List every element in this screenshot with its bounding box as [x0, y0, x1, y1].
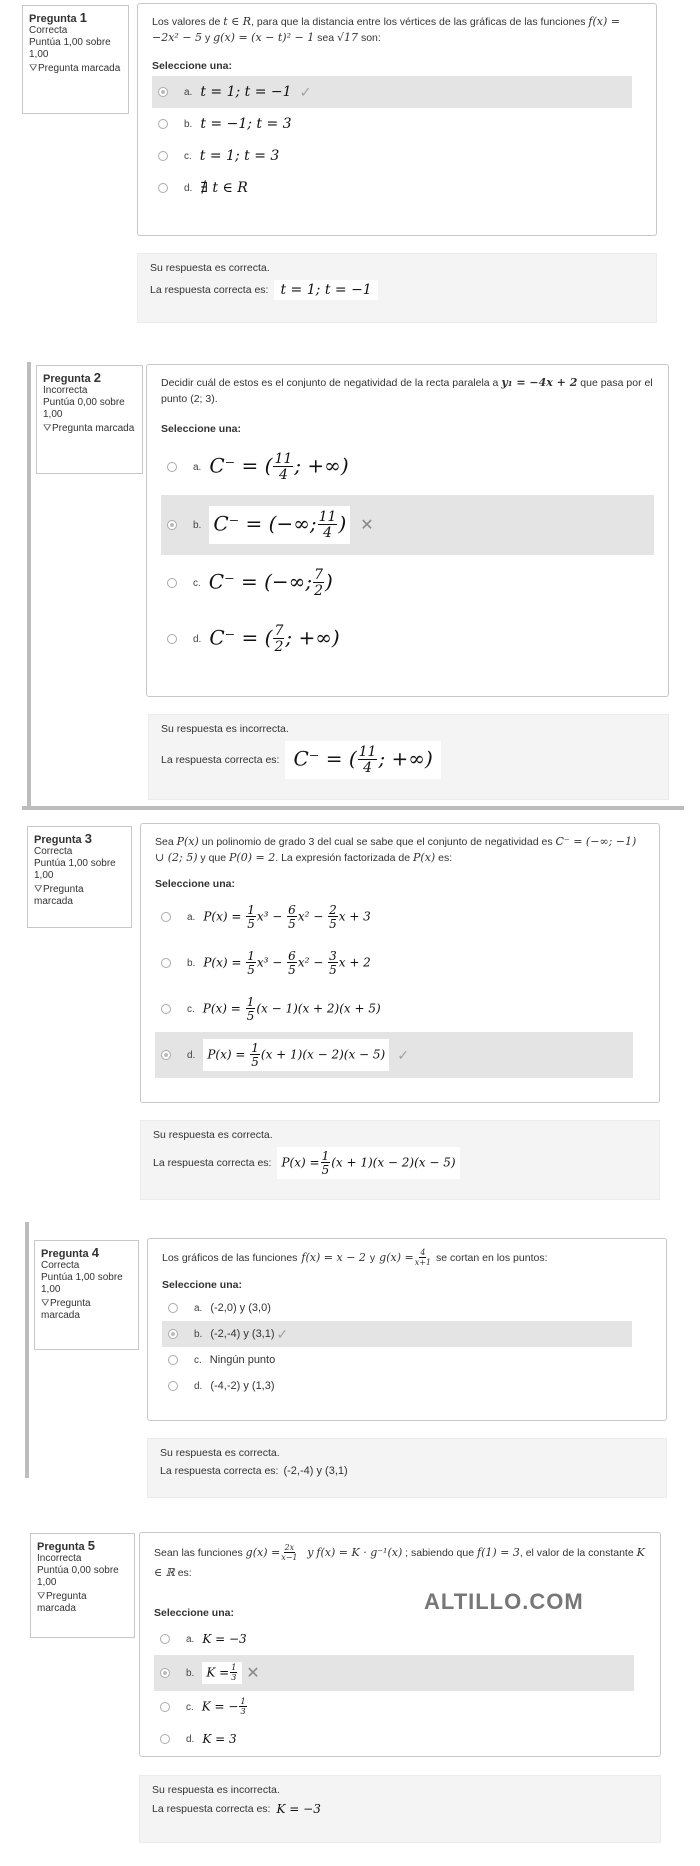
answer-option-c[interactable] [162, 1347, 652, 1373]
math-expression: t ∈ R [223, 15, 252, 28]
option-letter: b. [193, 519, 202, 531]
flag-question-link[interactable] [43, 423, 136, 435]
answer-option-c[interactable] [155, 986, 645, 1032]
radio-button[interactable] [158, 119, 168, 129]
radio-button[interactable] [160, 1634, 170, 1644]
question-text-part: un polinomio de grado 3 del cual se sabe que el conjunto de negatividad es [201, 836, 553, 848]
fraction [239, 1698, 246, 1716]
correct-answer-value: ; +∞) [378, 746, 433, 771]
feedback-box-1 [137, 253, 657, 323]
correct-answer-value: K = −3 [276, 1802, 321, 1816]
fraction [313, 568, 324, 598]
answer-option-a[interactable] [161, 439, 654, 495]
option-text: x + 3 [338, 909, 371, 924]
checkmark-icon: ✓ [397, 1046, 409, 1063]
fraction-numerator: 3 [329, 949, 337, 963]
question-text-part: Los gráficos de las funciones [162, 1252, 298, 1264]
option-letter: c. [184, 150, 192, 162]
math-expression: √17 [337, 31, 359, 44]
question-status: Incorrecta [43, 385, 88, 396]
option-text: x² − [297, 955, 324, 970]
radio-button[interactable] [158, 87, 168, 97]
option-text: (-4,-2) y (1,3) [210, 1380, 275, 1392]
question-number-value: 5 [87, 1538, 95, 1553]
option-letter: c. [187, 1003, 195, 1015]
question-title: Pregunta [37, 1541, 85, 1553]
fraction-numerator: 6 [288, 949, 296, 963]
question-info-2 [36, 365, 143, 474]
question-number [34, 833, 125, 846]
fraction [281, 1544, 297, 1562]
fraction-denominator: 4 [323, 525, 333, 541]
option-text: P(x) = [202, 1001, 241, 1016]
question-text-part: que pasa por el punto (2; 3). [161, 377, 653, 405]
radio-button[interactable] [167, 462, 177, 472]
question-text-part: es: [177, 1567, 192, 1579]
fraction-denominator: 3 [231, 1673, 237, 1682]
option-letter: a. [187, 911, 196, 923]
math-expression: g(x) = (x − t)² − 1 [213, 31, 315, 44]
question-card-4 [147, 1238, 667, 1421]
question-text-part: se cortan en los puntos: [436, 1252, 548, 1264]
correct-answer-value: (-2,-4) y (3,1) [283, 1465, 348, 1477]
question-text-part: sea [317, 32, 335, 44]
radio-button[interactable] [168, 1381, 178, 1391]
answer-option-a[interactable] [155, 894, 645, 940]
fraction-numerator: 1 [231, 1663, 237, 1672]
feedback-status: Su respuesta es correcta. [153, 1129, 273, 1141]
answer-option-a[interactable] [162, 1295, 652, 1321]
fraction [287, 904, 297, 930]
question-text-part: y [307, 1546, 314, 1559]
correct-answer-label: La respuesta correcta es: [161, 754, 280, 766]
question-title: Pregunta [29, 13, 77, 25]
fraction-numerator: 1 [321, 1149, 330, 1163]
math-expression: f(x) = −2x² − 5 [152, 15, 620, 44]
fraction-denominator: 5 [247, 963, 255, 977]
answer-option-c[interactable] [161, 555, 654, 611]
fraction-numerator: 1 [246, 995, 255, 1009]
feedback-status: Su respuesta es correcta. [150, 262, 270, 274]
answer-option-b[interactable] [162, 1321, 632, 1347]
flag-question-link[interactable] [34, 884, 125, 908]
option-text: x³ − [256, 909, 283, 924]
math-expression: f(1) = 3 [477, 1546, 520, 1559]
correct-answer-value: P(x) = [281, 1155, 320, 1170]
question-text-part: ; sabiendo que [405, 1547, 475, 1559]
fraction-denominator: 5 [321, 1163, 330, 1177]
fraction-denominator: 4 [278, 467, 288, 483]
question-status: Correcta [29, 25, 68, 36]
option-letter: a. [186, 1633, 195, 1645]
question-text [161, 375, 654, 407]
option-text: K = [206, 1665, 230, 1680]
option-letter: c. [186, 1701, 194, 1713]
option-letter: b. [194, 1328, 203, 1340]
feedback-box-2 [148, 714, 669, 800]
correct-answer-value: C⁻ = ( [293, 746, 357, 771]
answer-option-b[interactable] [155, 940, 645, 986]
option-letter: b. [184, 118, 193, 130]
feedback-status: Su respuesta es incorrecta. [152, 1784, 280, 1796]
radio-button[interactable] [167, 578, 177, 588]
option-text: C⁻ = (−∞; [213, 511, 317, 536]
fraction-denominator: x+1 [414, 1258, 432, 1267]
correct-answer-label: La respuesta correcta es: [153, 1157, 272, 1169]
fraction-numerator: 1 [247, 949, 255, 963]
fraction [287, 950, 297, 976]
radio-button[interactable] [158, 183, 168, 193]
fraction [273, 624, 284, 654]
question-number [37, 1540, 128, 1553]
fraction-denominator: 5 [288, 917, 296, 931]
radio-button[interactable] [168, 1355, 178, 1365]
answer-option-a[interactable] [154, 1623, 646, 1655]
fraction [318, 510, 338, 540]
question-number-value: 1 [79, 10, 87, 25]
fraction-denominator: 5 [288, 963, 296, 977]
answer-option-b[interactable] [152, 108, 642, 140]
checkmark-icon: ✓ [299, 83, 312, 100]
option-text: x³ − [256, 955, 283, 970]
answer-option-d[interactable] [161, 611, 654, 667]
question-score: Puntúa 1,00 sobre 1,00 [29, 37, 111, 60]
fraction-numerator: 11 [274, 451, 293, 467]
correct-answer-line [152, 1802, 648, 1816]
option-letter: c. [194, 1354, 202, 1366]
question-text [152, 14, 642, 46]
cross-icon: ✕ [246, 1665, 260, 1682]
question-number [29, 12, 122, 25]
flag-label: Pregunta marcada [37, 1591, 87, 1614]
answer-option-c[interactable] [152, 140, 642, 172]
feedback-box-4 [147, 1438, 667, 1498]
question-text-part: , el valor de la constante [519, 1547, 634, 1559]
question-text-part: son: [360, 32, 381, 44]
fraction-numerator: 1 [247, 903, 255, 917]
math-expression: P(x) [176, 835, 199, 848]
option-text: P(x) = [203, 955, 242, 970]
fraction [246, 996, 256, 1022]
option-letter: d. [194, 1380, 203, 1392]
fraction [250, 1042, 260, 1068]
fraction-denominator: 3 [240, 1707, 246, 1716]
math-expression: f(x) = K · g⁻¹(x) [316, 1546, 403, 1559]
question-card-5 [139, 1532, 661, 1757]
correct-answer-label: La respuesta correcta es: [152, 1803, 271, 1815]
fraction-denominator: x−1 [281, 1553, 298, 1562]
answer-option-c[interactable] [154, 1691, 646, 1723]
answer-option-b[interactable] [161, 495, 654, 555]
option-letter: d. [186, 1733, 195, 1745]
flag-label: Pregunta marcada [52, 423, 135, 434]
fraction-numerator: 7 [314, 567, 323, 583]
select-one-prompt: Seleccione una: [162, 1279, 242, 1291]
option-letter: a. [184, 86, 193, 98]
flag-icon: ⛛ [43, 423, 52, 434]
option-text: ∄ t ∈ R [200, 180, 248, 196]
select-one-prompt: Seleccione una: [152, 60, 232, 72]
option-letter: a. [194, 1302, 203, 1314]
answer-option-a[interactable] [152, 76, 632, 108]
question-score: Puntúa 1,00 sobre 1,00 [34, 858, 116, 881]
question-text-part: y [369, 1252, 376, 1264]
fraction-denominator: 5 [247, 917, 255, 931]
option-text: ) [325, 569, 333, 594]
correct-answer-line [153, 1147, 647, 1179]
fraction-denominator: 5 [246, 1009, 255, 1023]
math-expression: g(x) = [245, 1546, 281, 1559]
correct-answer-label: La respuesta correcta es: [150, 284, 269, 296]
radio-button[interactable] [161, 1004, 171, 1014]
answer-option-d[interactable] [155, 1032, 633, 1078]
fraction [273, 452, 293, 482]
question-info-4 [34, 1240, 139, 1350]
fraction [328, 904, 338, 930]
question-number [41, 1247, 132, 1260]
fraction-numerator: 4 [420, 1248, 426, 1257]
question-card-2 [146, 364, 669, 697]
fraction [246, 950, 256, 976]
watermark: ALTILLO.COM [424, 1589, 584, 1614]
fraction-numerator: 11 [358, 744, 377, 760]
option-text: ) [338, 511, 347, 536]
answer-option-b[interactable] [154, 1655, 634, 1691]
option-text: (-2,-4) y (3,1) [210, 1328, 275, 1340]
question-text-part: , para que la distancia entre los vértices de las gráficas de las funciones [251, 16, 586, 28]
radio-button[interactable] [161, 958, 171, 968]
question-title: Pregunta [43, 373, 91, 385]
math-expression: P(x) [413, 851, 436, 864]
flag-question-link[interactable] [29, 63, 122, 75]
question-score: Puntúa 0,00 sobre 1,00 [43, 397, 125, 420]
question-text [155, 834, 645, 866]
radio-button[interactable] [168, 1329, 178, 1339]
fraction-numerator: 2x [284, 1543, 295, 1552]
option-text: K = −3 [202, 1632, 247, 1646]
correct-answer-line [161, 741, 656, 779]
question-text-part: Sea [155, 836, 174, 848]
math-expression: P(0) = 2 [229, 851, 276, 864]
radio-button[interactable] [168, 1303, 178, 1313]
option-text: (-2,0) y (3,0) [210, 1302, 271, 1314]
option-text: t = 1; t = 3 [199, 148, 280, 164]
option-letter: a. [193, 461, 202, 473]
option-text: K = 3 [202, 1732, 237, 1746]
radio-button[interactable] [160, 1734, 170, 1744]
fraction-numerator: 7 [274, 623, 284, 639]
option-text: K = − [201, 1699, 239, 1714]
question-card-3 [140, 823, 660, 1103]
select-one-prompt: Seleccione una: [154, 1607, 234, 1619]
checkmark-icon: ✓ [276, 1325, 289, 1342]
question-card-1 [137, 3, 657, 236]
question-text-part: Sean las funciones [154, 1547, 243, 1559]
question-number [43, 372, 136, 385]
question-info-3 [27, 826, 132, 928]
option-text: ; +∞) [285, 625, 340, 650]
question-text-part: Decidir cuál de estos es el conjunto de negatividad de la recta paralela a [161, 377, 499, 389]
correct-answer-line [160, 1465, 654, 1477]
option-text: C⁻ = (−∞; [208, 569, 313, 594]
question-score: Puntúa 0,00 sobre 1,00 [37, 1565, 119, 1588]
fraction-denominator: 5 [251, 1055, 259, 1069]
flag-question-link[interactable] [37, 1591, 128, 1615]
option-text: t = −1; t = 3 [200, 116, 292, 132]
question-status: Correcta [41, 1260, 80, 1271]
correct-answer-line [150, 280, 644, 300]
question-status: Correcta [34, 846, 73, 857]
flag-icon: ⛛ [29, 63, 38, 74]
fraction-numerator: 2 [329, 903, 337, 917]
radio-button[interactable] [158, 151, 168, 161]
flag-label: Pregunta marcada [38, 63, 121, 74]
flag-icon: ⛛ [41, 1298, 50, 1309]
question-text [162, 1249, 652, 1267]
correct-answer-value: (x + 1)(x − 2)(x − 5) [331, 1155, 456, 1170]
option-letter: b. [186, 1667, 195, 1679]
answer-option-d[interactable] [152, 172, 642, 204]
math-expression: f(x) = x − 2 [301, 1251, 366, 1264]
answer-option-d[interactable] [154, 1723, 646, 1755]
option-text: x² − [297, 909, 324, 924]
fraction-numerator: 1 [240, 1697, 246, 1706]
math-expression: C⁻ = (−∞; −1) ∪ (2; 5) [155, 835, 637, 864]
question-status: Incorrecta [37, 1553, 82, 1564]
question-number-value: 3 [84, 831, 92, 846]
fraction-numerator: 1 [251, 1041, 259, 1055]
question-number-value: 4 [91, 1245, 99, 1260]
question-text [154, 1543, 646, 1583]
radio-button[interactable] [161, 1050, 171, 1060]
question-title: Pregunta [41, 1248, 89, 1260]
question-text-part: Los valores de [152, 16, 221, 28]
fraction-denominator: 5 [329, 963, 337, 977]
question-text-part: y que [200, 852, 227, 864]
question-title: Pregunta [34, 834, 82, 846]
radio-button[interactable] [161, 912, 171, 922]
option-text: ; +∞) [294, 453, 349, 478]
option-text: x + 2 [338, 955, 371, 970]
question-text-part: es: [438, 852, 453, 864]
fraction [246, 904, 256, 930]
option-letter: d. [193, 633, 202, 645]
option-text: (x + 1)(x − 2)(x − 5) [260, 1047, 386, 1062]
option-letter: d. [184, 182, 193, 194]
math-expression: g(x) = [379, 1251, 414, 1264]
fraction [230, 1664, 237, 1682]
fraction-denominator: 5 [329, 917, 337, 931]
question-score: Puntúa 1,00 sobre 1,00 [41, 1272, 123, 1295]
option-text: (x − 1)(x + 2)(x + 5) [256, 1001, 381, 1016]
option-text: P(x) = [203, 909, 242, 924]
math-expression: y₁ = −4x + 2 [501, 376, 578, 389]
correct-answer-value: t = 1; t = −1 [274, 280, 377, 300]
flag-icon: ⛛ [37, 1591, 46, 1602]
select-one-prompt: Seleccione una: [161, 423, 241, 435]
option-text: t = 1; t = −1 [200, 84, 292, 100]
fraction-numerator: 11 [318, 509, 337, 525]
cross-icon: ✕ [360, 517, 374, 534]
radio-button[interactable] [160, 1702, 170, 1712]
flag-label: Pregunta marcada [41, 1298, 91, 1321]
section-divider [22, 806, 684, 810]
radio-button[interactable] [160, 1668, 170, 1678]
fraction-denominator: 2 [314, 583, 323, 599]
option-letter: c. [193, 577, 201, 589]
question-info-1 [22, 5, 129, 114]
fraction-denominator: 2 [274, 639, 284, 655]
section-divider [27, 362, 31, 810]
correct-answer-label: La respuesta correcta es: [160, 1465, 279, 1477]
fraction-denominator: 4 [363, 760, 372, 776]
feedback-status: Su respuesta es incorrecta. [161, 723, 289, 735]
option-text: C⁻ = ( [209, 453, 273, 478]
fraction [328, 950, 338, 976]
answer-option-d[interactable] [162, 1373, 652, 1399]
question-number-value: 2 [93, 370, 101, 385]
option-text: P(x) = [207, 1047, 246, 1062]
option-text: Ningún punto [209, 1354, 276, 1366]
feedback-box-3 [140, 1120, 660, 1200]
option-letter: d. [187, 1049, 196, 1061]
feedback-box-5 [139, 1775, 661, 1843]
option-text: C⁻ = ( [209, 625, 273, 650]
fraction [415, 1249, 431, 1267]
fraction [358, 745, 378, 775]
flag-label: Pregunta marcada [34, 884, 84, 907]
radio-button[interactable] [167, 634, 177, 644]
fraction [321, 1150, 331, 1176]
feedback-status: Su respuesta es correcta. [160, 1447, 280, 1459]
question-info-5 [30, 1533, 135, 1638]
question-text-part: y [204, 32, 211, 44]
select-one-prompt: Seleccione una: [155, 878, 235, 890]
radio-button[interactable] [167, 520, 177, 530]
section-divider [25, 1222, 29, 1478]
flag-question-link[interactable] [41, 1298, 132, 1322]
flag-icon: ⛛ [34, 884, 43, 895]
question-text-part: . La expresión factorizada de [275, 852, 411, 864]
fraction-numerator: 6 [288, 903, 296, 917]
option-letter: b. [187, 957, 196, 969]
math-expression: K ∈ ℝ [154, 1546, 645, 1579]
